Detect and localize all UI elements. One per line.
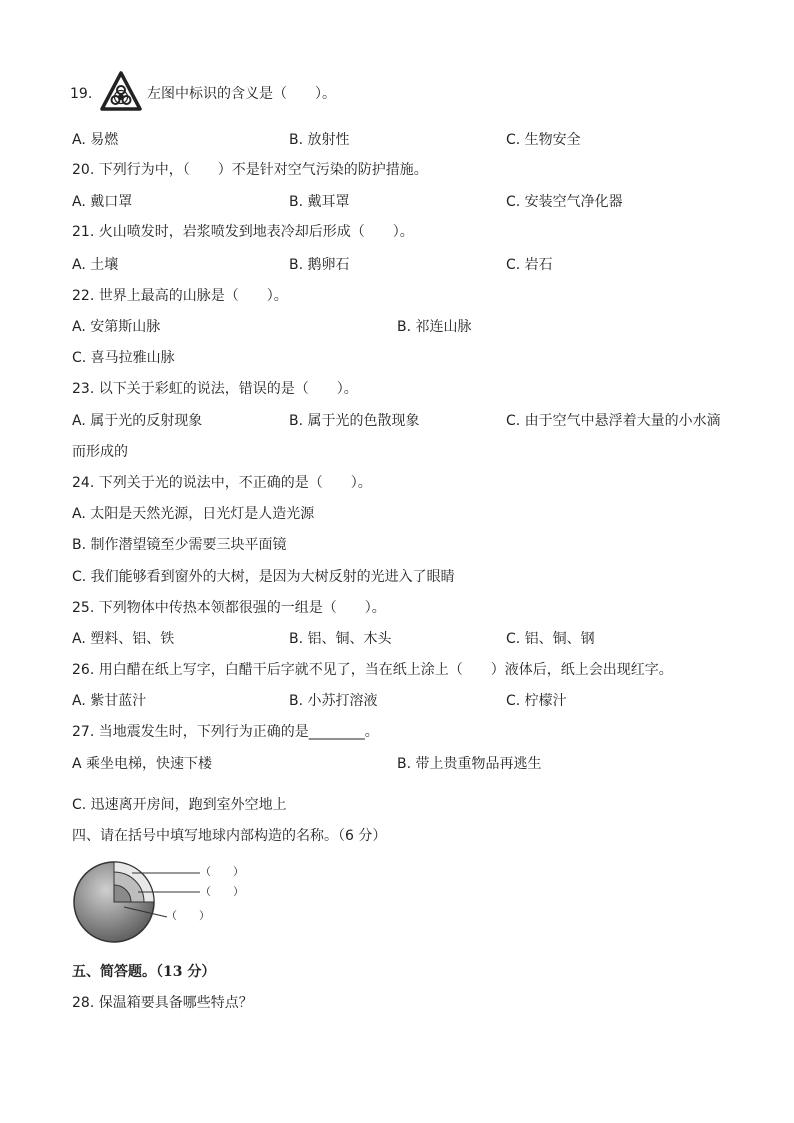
q23-question: 23. 以下关于彩虹的说法，错误的是（ ）。 xyxy=(72,381,358,397)
q24-option-c: C. 我们能够看到窗外的大树，是因为大树反射的光进入了眼睛 xyxy=(72,569,455,585)
q22-option-c: C. 喜马拉雅山脉 xyxy=(72,350,175,366)
q24-option-a: A. 太阳是天然光源，日光灯是人造光源 xyxy=(72,506,315,522)
q26-option-c: C. 柠檬汁 xyxy=(506,693,567,709)
q24-question: 24. 下列关于光的说法中，不正确的是（ ）。 xyxy=(72,475,372,491)
q27-option-b: B. 带上贵重物品再逃生 xyxy=(397,756,542,772)
q21-option-c: C. 岩石 xyxy=(506,257,553,273)
q21-question: 21. 火山喷发时，岩浆喷发到地表冷却后形成（ ）。 xyxy=(72,224,414,240)
q25-option-a: A. 塑料、铝、铁 xyxy=(72,631,175,647)
section4-title: 四、请在括号中填写地球内部构造的名称。（6 分） xyxy=(72,828,387,844)
q19-option-c: C. 生物安全 xyxy=(506,132,581,148)
q25-option-b: B. 铝、铜、木头 xyxy=(289,631,392,647)
q21-option-b: B. 鹅卵石 xyxy=(289,257,350,273)
biohazard-sign-icon xyxy=(99,70,143,116)
q24-option-b: B. 制作潜望镜至少需要三块平面镜 xyxy=(72,537,287,553)
q23-option-c-continued: 而形成的 xyxy=(72,444,128,460)
q27-option-c: C. 迅速离开房间，跑到室外空地上 xyxy=(72,797,287,813)
earth-blank-1[interactable]: （ ） xyxy=(200,865,244,878)
q19-question: 左图中标识的含义是（ ）。 xyxy=(147,86,336,102)
q25-question: 25. 下列物体中传热本领都很强的一组是（ ）。 xyxy=(72,600,386,616)
q23-option-a: A. 属于光的反射现象 xyxy=(72,413,203,429)
q28-question: 28. 保温箱要具备哪些特点？ xyxy=(72,995,253,1011)
q19-option-a: A. 易燃 xyxy=(72,132,119,148)
q26-option-b: B. 小苏打溶液 xyxy=(289,693,378,709)
q25-option-c: C. 铝、铜、钢 xyxy=(506,631,595,647)
q21-option-a: A. 土壤 xyxy=(72,257,119,273)
q27-question: 27. 当地震发生时，下列行为正确的是________。 xyxy=(72,724,379,740)
q20-option-b: B. 戴耳罩 xyxy=(289,194,350,210)
q19-option-b: B. 放射性 xyxy=(289,132,350,148)
section5-title: 五、简答题。（13 分） xyxy=(72,964,216,980)
q26-option-a: A. 紫甘蓝汁 xyxy=(72,693,147,709)
q20-option-a: A. 戴口罩 xyxy=(72,194,133,210)
earth-blank-3[interactable]: （ ） xyxy=(166,909,210,922)
q26-question: 26. 用白醋在纸上写字，白醋干后字就不见了，当在纸上涂上（ ）液体后，纸上会出现红字。 xyxy=(72,662,673,678)
q23-option-c: C. 由于空气中悬浮着大量的小水滴 xyxy=(506,413,721,429)
q27-option-a: A 乘坐电梯，快速下楼 xyxy=(72,756,213,772)
earth-blank-2[interactable]: （ ） xyxy=(200,885,244,898)
q20-question: 20. 下列行为中，（ ）不是针对空气污染的防护措施。 xyxy=(72,162,428,178)
q19-number: 19. xyxy=(70,86,93,102)
q22-option-b: B. 祁连山脉 xyxy=(397,319,472,335)
q22-option-a: A. 安第斯山脉 xyxy=(72,319,161,335)
q20-option-c: C. 安装空气净化器 xyxy=(506,194,623,210)
q23-option-b: B. 属于光的色散现象 xyxy=(289,413,420,429)
q22-question: 22. 世界上最高的山脉是（ ）。 xyxy=(72,288,288,304)
